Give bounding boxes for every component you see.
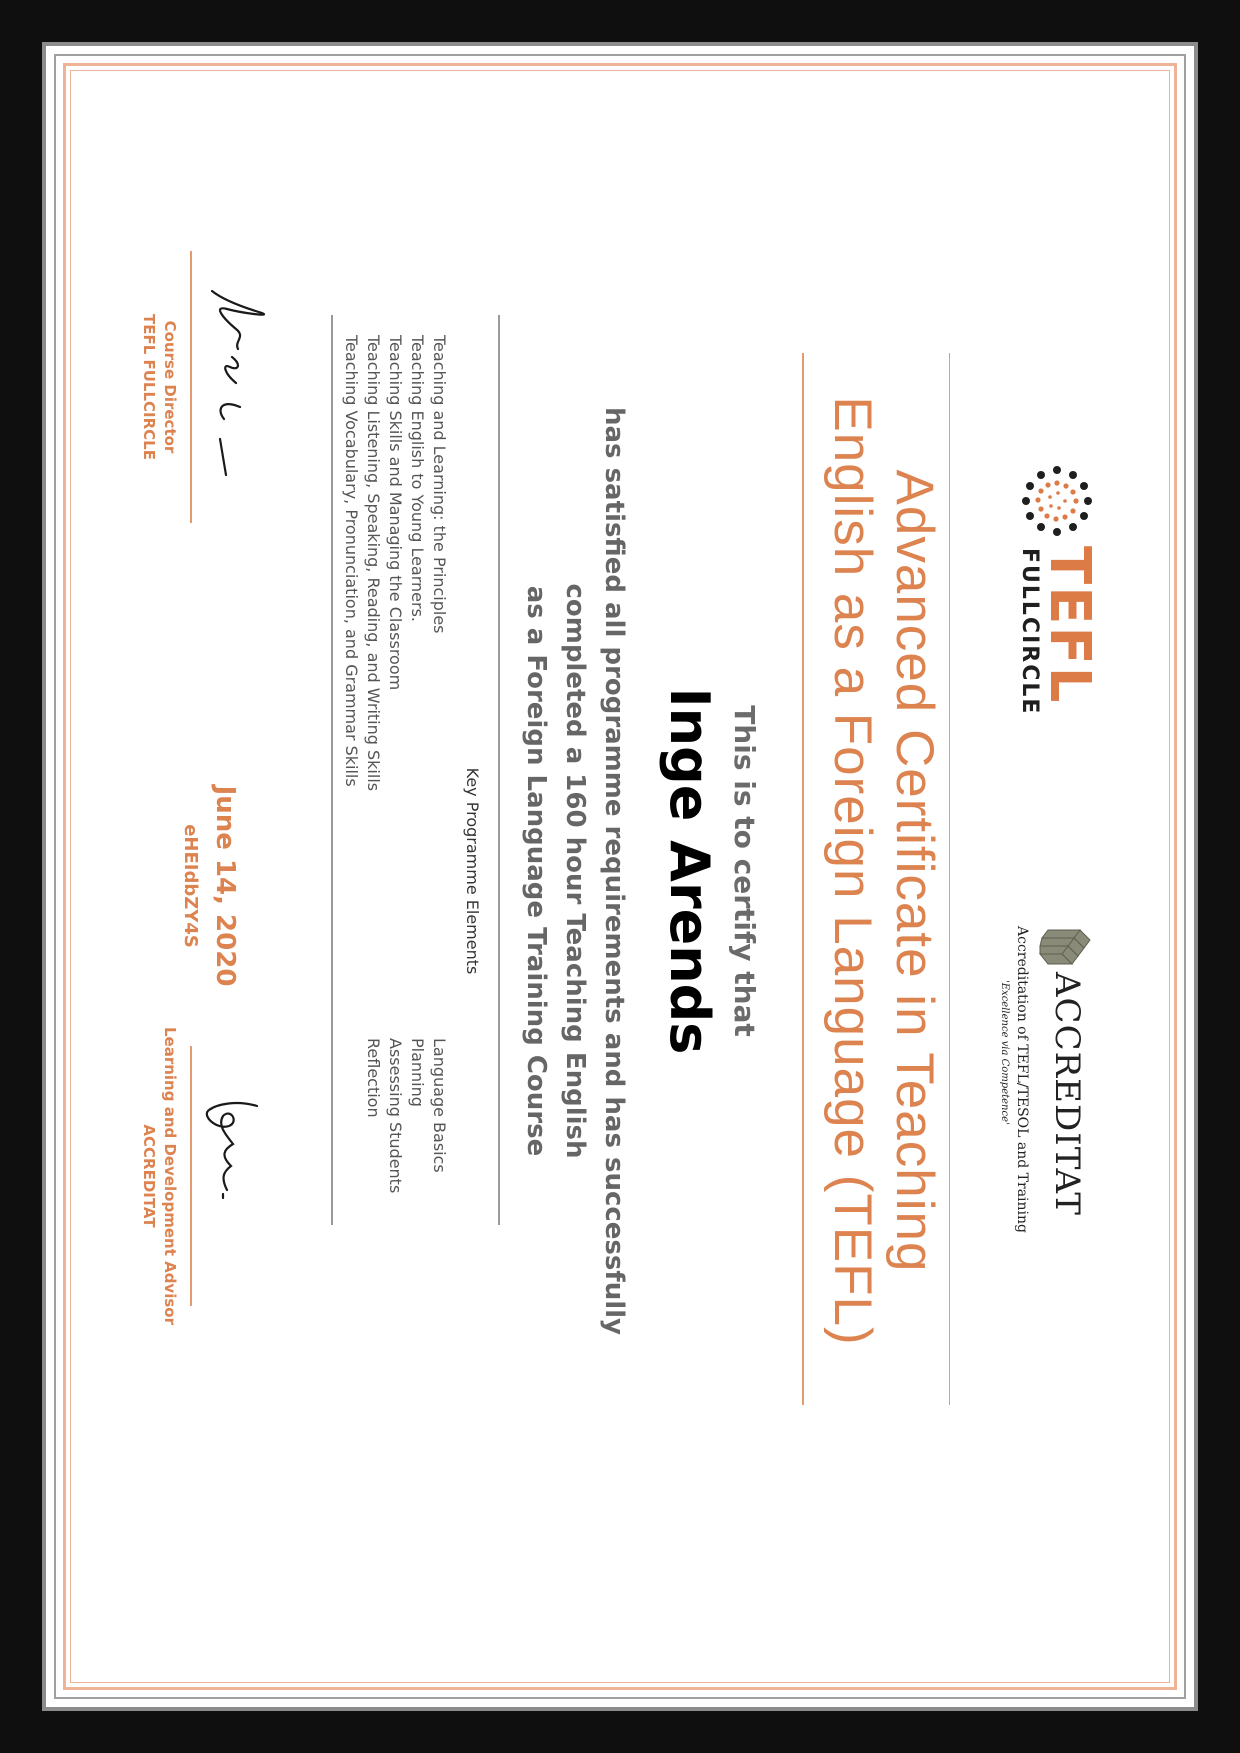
title-bottom-rule [802, 353, 804, 1405]
list-item: Assessing Students [385, 1038, 405, 1194]
course-director-label [138, 251, 180, 523]
list-item: Teaching Vocabulary, Pronunciation, and Grammar Skills [341, 335, 361, 787]
list-item: Teaching English to Young Learners. [407, 335, 427, 622]
programme-list-right [362, 1038, 450, 1193]
course-director-org: TEFL FULLCIRCLE [140, 313, 158, 460]
certify-text: This is to certify that [728, 705, 761, 1037]
dotted-circle-icon [1022, 466, 1092, 536]
tefl-wordmark: TEFL [1037, 546, 1102, 705]
course-director-line [190, 251, 192, 523]
accreditat-subtitle: Accreditation of TEFL/TESOL and Training [1014, 926, 1030, 1234]
recipient-name: Inge Arends [658, 687, 721, 1055]
advisor-org: ACCREDITAT [140, 1124, 158, 1228]
completion-statement [516, 296, 633, 1446]
tefl-fullcircle-logo [1002, 466, 1102, 756]
certificate-title-line-1: Advanced Certificate in Teaching [885, 469, 944, 1273]
advisor-signature-icon [197, 1086, 267, 1206]
programme-heading: Key Programme Elements [463, 767, 482, 975]
statement-line-1: has satisfied all programme requirements and has successfully [599, 407, 629, 1335]
certificate-title-line-2: English as a Foreign Language (TEFL) [823, 396, 882, 1346]
advisor-role: Learning and Development Advisor [161, 1026, 179, 1325]
list-item: Language Basics [430, 1038, 449, 1173]
list-item: Teaching and Learning: the Principles [430, 335, 449, 634]
list-item: Teaching Listening, Speaking, Reading, and Writing Skills [363, 335, 383, 792]
advisor-line [190, 1046, 192, 1306]
certificate-content [46, 46, 1202, 1715]
advisor-label [138, 1026, 180, 1326]
programme-top-rule [498, 315, 500, 1225]
title-top-rule [949, 353, 950, 1405]
certificate-frame [42, 42, 1198, 1711]
fullcircle-wordmark: FULLCIRCLE [1017, 548, 1042, 716]
programme-list-left [340, 335, 450, 791]
list-item: Planning [407, 1038, 427, 1107]
accreditat-logo [974, 926, 1094, 1246]
books-icon [1038, 926, 1094, 970]
statement-line-2: completed a 160 hour Teaching English [560, 583, 590, 1159]
programme-bottom-rule [331, 315, 333, 1225]
list-item: Reflection [363, 1038, 383, 1118]
course-director-signature-icon [198, 279, 282, 479]
issue-date: June 14, 2020 [210, 785, 240, 987]
list-item: Teaching Skills and Managing the Classroom [385, 335, 405, 691]
accreditat-motto: 'Excellence via Competence' [999, 980, 1010, 1125]
course-director-role: Course Director [161, 320, 179, 454]
statement-line-3: as a Foreign Language Training Course [521, 585, 551, 1157]
accreditat-wordmark: ACCREDITAT [1047, 972, 1087, 1216]
certificate-code: eHEIdbZY4S [180, 824, 201, 948]
